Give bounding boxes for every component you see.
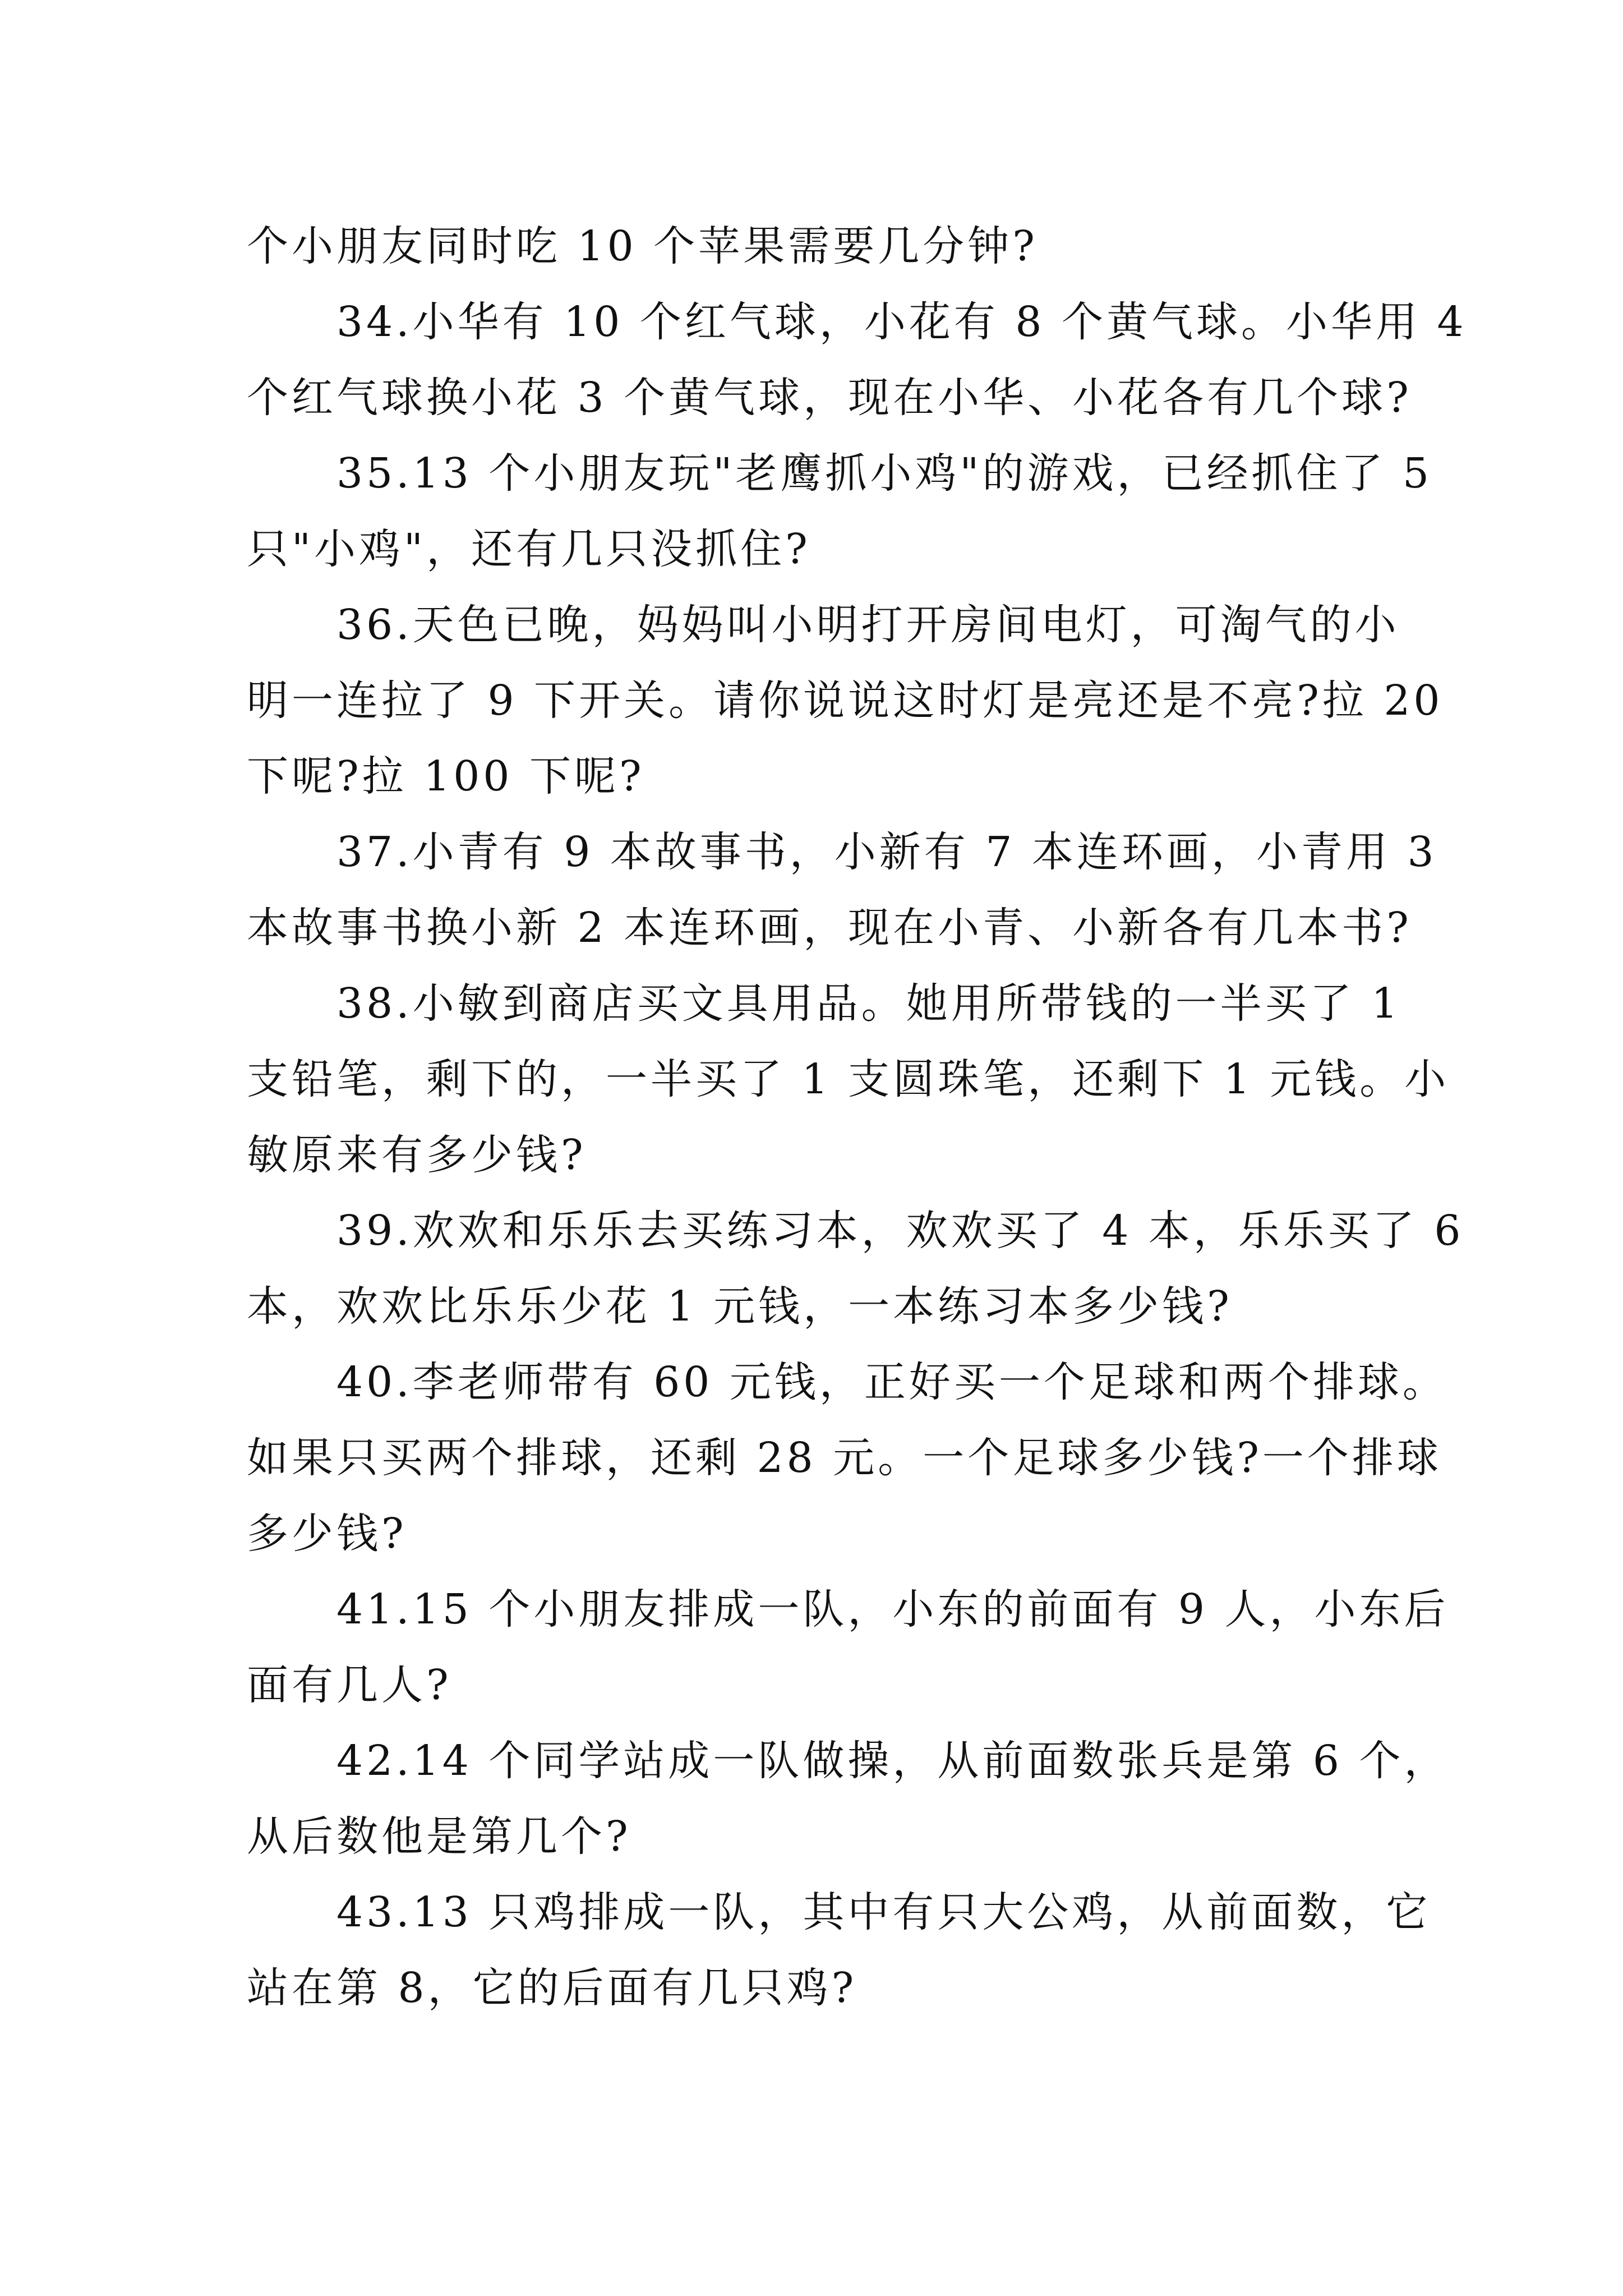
text-line: 明一连拉了 9 下开关。请你说说这时灯是亮还是不亮?拉 20 — [247, 677, 1444, 725]
text-line: 下呢?拉 100 下呢? — [247, 752, 645, 800]
question-paragraph-p33 — [247, 209, 1380, 284]
document-body — [247, 209, 1467, 2026]
text-line: 本故事书换小新 2 本连环画，现在小青、小新各有几本书? — [247, 904, 1412, 952]
text-line: 本，欢欢比乐乐少花 1 元钱，一本练习本多少钱? — [247, 1282, 1233, 1331]
text-line: 39.欢欢和乐乐去买练习本，欢欢买了 4 本，乐乐买了 6 — [336, 1207, 1464, 1255]
text-line: 个红气球换小花 3 个黄气球，现在小华、小花各有几个球? — [247, 374, 1412, 422]
text-line: 43.13 只鸡排成一队，其中有只大公鸡，从前面数，它 — [336, 1888, 1431, 1936]
text-line: 如果只买两个排球，还剩 28 元。一个足球多少钱?一个排球 — [247, 1434, 1442, 1482]
text-line: 42.14 个同学站成一队做操，从前面数张兵是第 6 个， — [336, 1737, 1449, 1785]
text-line: 38.小敏到商店买文具用品。她用所带钱的一半买了 1 — [336, 979, 1401, 1028]
text-line: 只"小鸡"，还有几只没抓住? — [247, 525, 811, 573]
text-line: 支铅笔，剩下的，一半买了 1 支圆珠笔，还剩下 1 元钱。小 — [247, 1055, 1450, 1103]
question-paragraph-p36 — [247, 587, 1444, 815]
question-paragraph-p41 — [247, 1572, 1449, 1723]
text-line: 36.天色已晚，妈妈叫小明打开房间电灯，可淘气的小 — [336, 601, 1400, 649]
question-paragraph-p34 — [247, 284, 1467, 436]
text-line: 34.小华有 10 个红气球，小花有 8 个黄气球。小华用 4 — [336, 298, 1467, 346]
text-line: 从后数他是第几个? — [247, 1812, 631, 1861]
text-line: 37.小青有 9 本故事书，小新有 7 本连环画，小青用 3 — [336, 828, 1437, 876]
question-paragraph-p38 — [247, 966, 1450, 1193]
question-paragraph-p40 — [247, 1345, 1447, 1572]
text-line: 面有几人? — [247, 1661, 452, 1709]
text-line: 多少钱? — [247, 1510, 407, 1558]
text-line: 40.李老师带有 60 元钱，正好买一个足球和两个排球。 — [336, 1358, 1447, 1406]
text-line: 敏原来有多少钱? — [247, 1131, 587, 1179]
text-line: 41.15 个小朋友排成一队，小东的前面有 9 人，小东后 — [336, 1585, 1449, 1634]
question-paragraph-p42 — [247, 1723, 1449, 1875]
text-line: 站在第 8，它的后面有几只鸡? — [247, 1964, 857, 2012]
text-line: 个小朋友同时吃 10 个苹果需要几分钟? — [247, 222, 1038, 270]
text-line: 35.13 个小朋友玩"老鹰抓小鸡"的游戏，已经抓住了 5 — [336, 449, 1433, 498]
question-paragraph-p37 — [247, 815, 1437, 966]
question-paragraph-p35 — [247, 436, 1433, 587]
question-paragraph-p43 — [247, 1875, 1431, 2026]
question-paragraph-p39 — [247, 1193, 1464, 1345]
